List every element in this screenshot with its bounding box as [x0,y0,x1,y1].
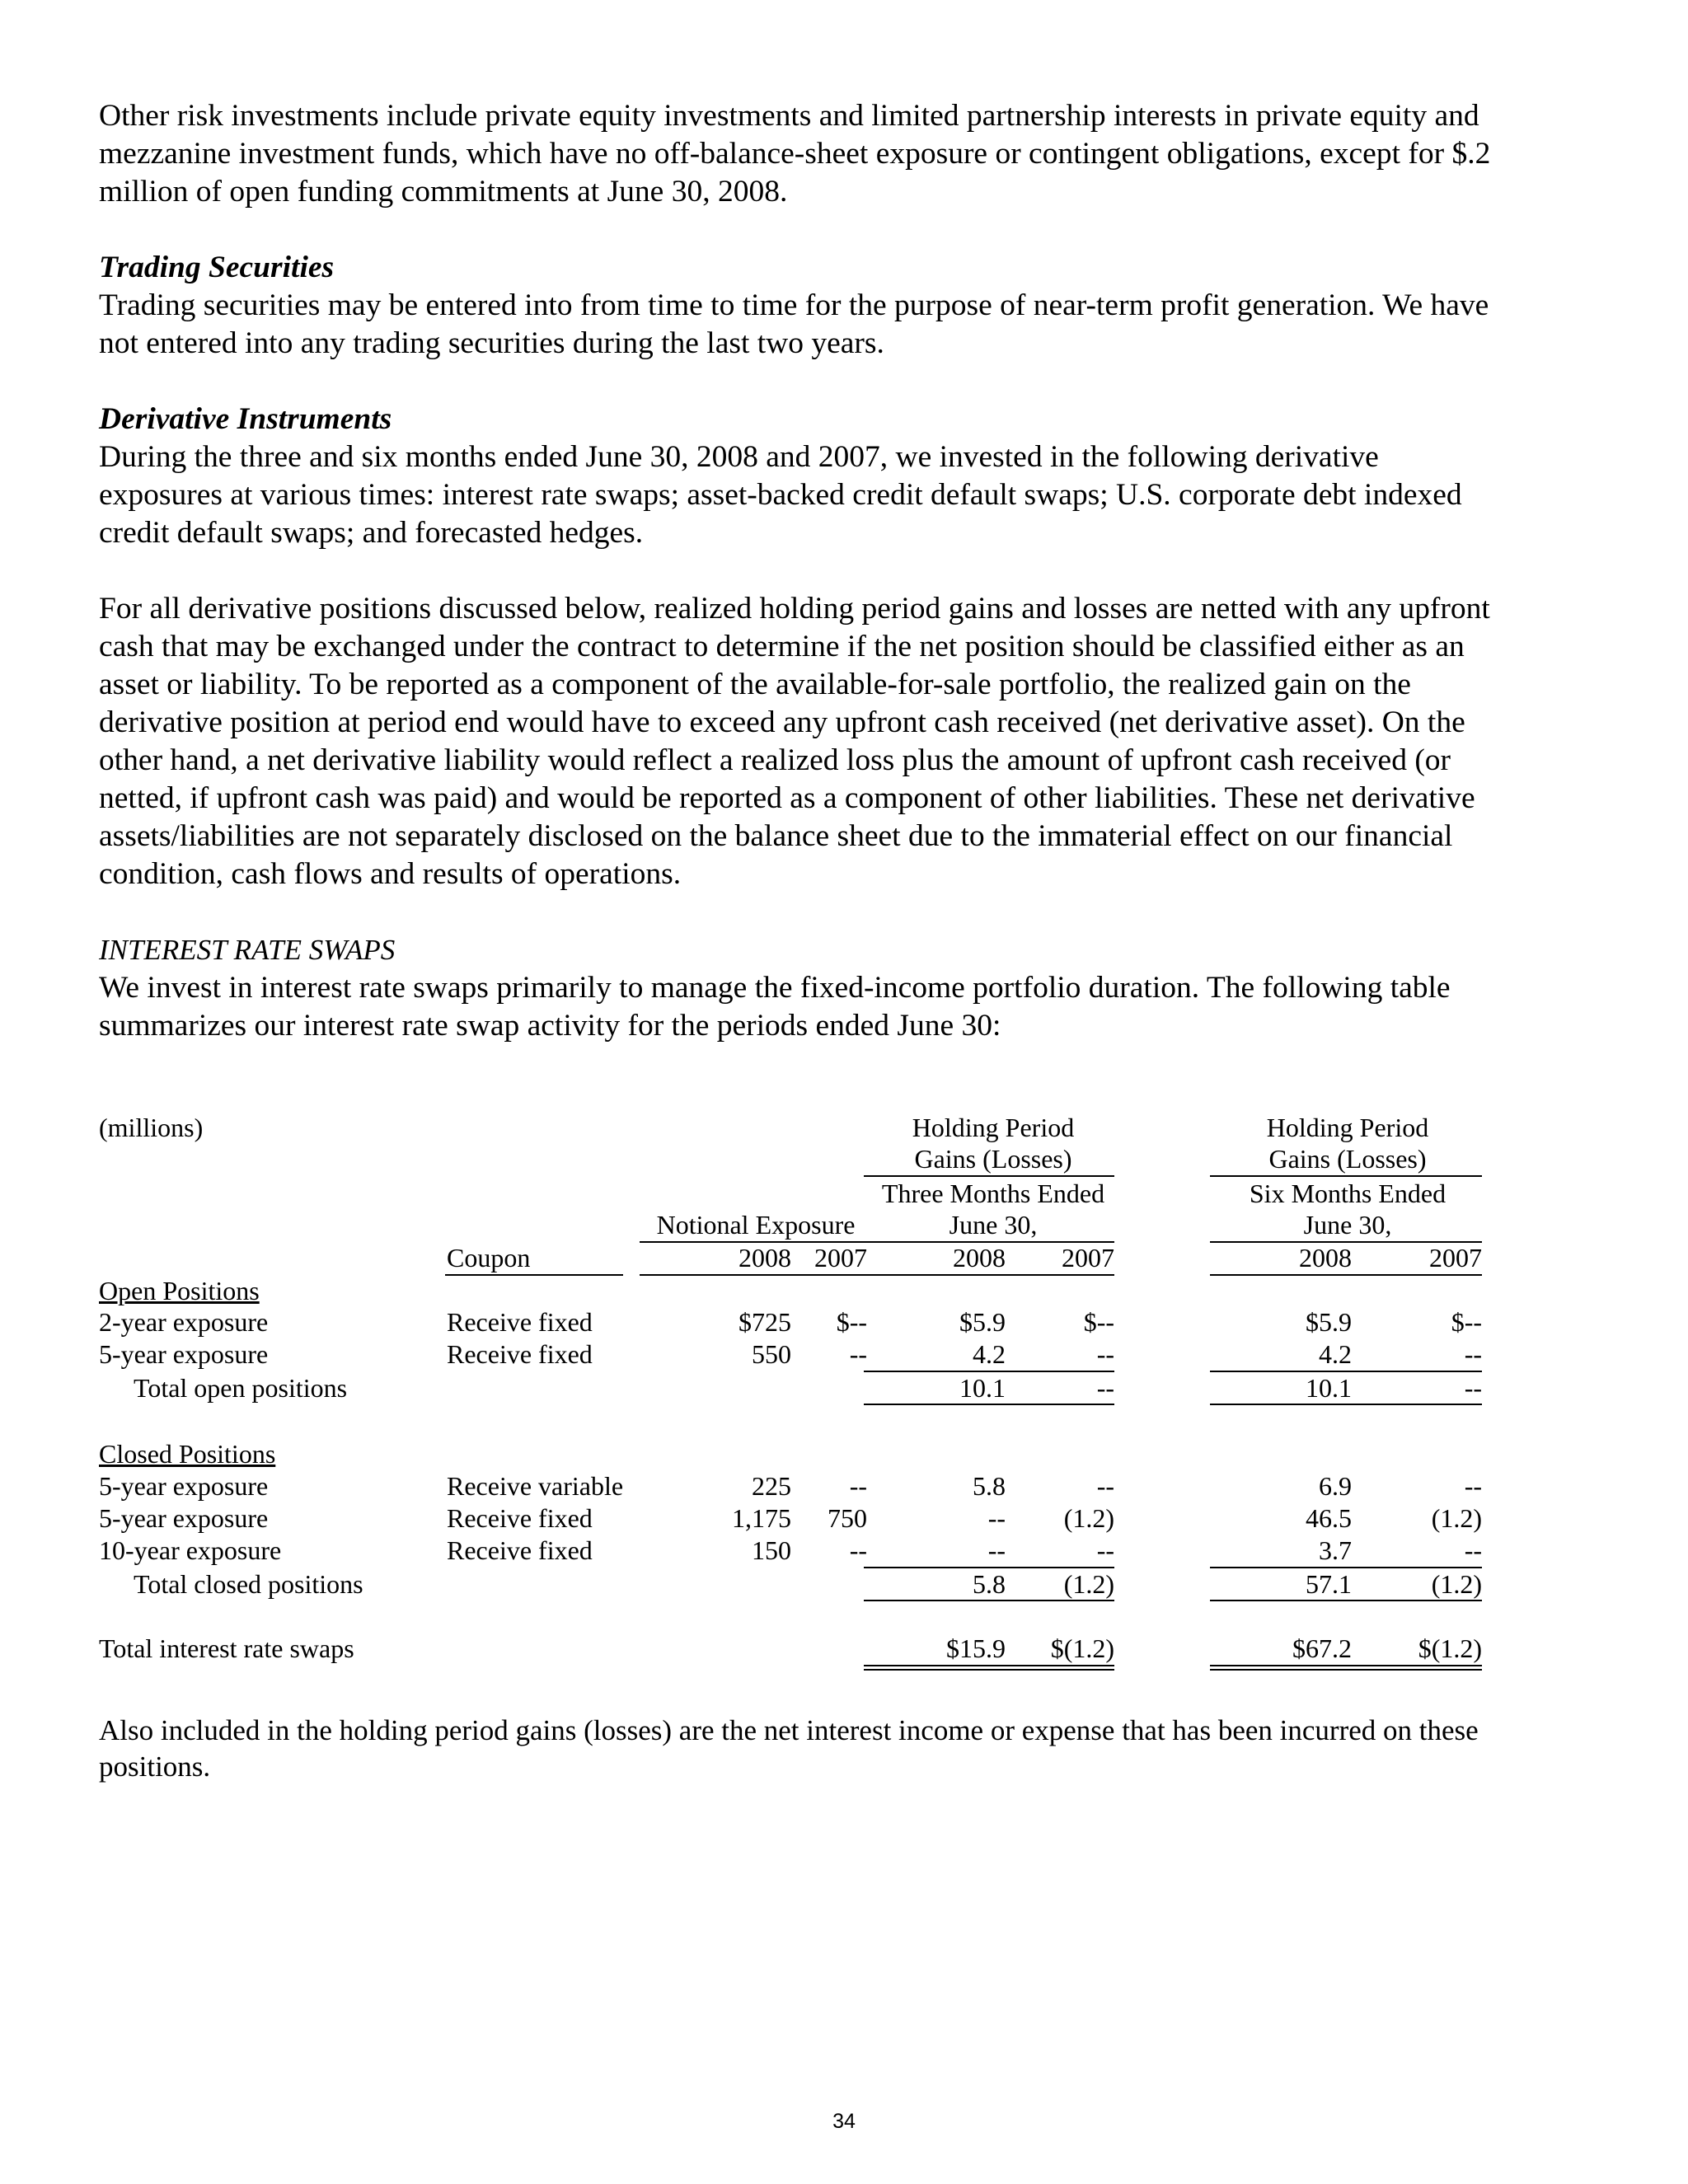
three-month-hp-label-2: Gains (Losses) [914,1144,1072,1174]
six-month-2008-header: 2008 [1299,1243,1352,1272]
row-notional-2007: -- [849,1471,867,1501]
row-label: Total closed positions [134,1569,363,1599]
row-label: Total interest rate swaps [99,1633,354,1663]
paragraph-derivative-exposures: During the three and six months ended June 30, 2008 and 2007, we invested in the following derivative exposures at various times: interest rate swaps; asset-backed credit default swaps; U.S. corporate debt indexed credit default swaps; and forecasted hedges. [99,440,1462,550]
six-month-hp-label-2: Gains (Losses) [1268,1144,1427,1174]
row-notional-2008: $725 [738,1307,791,1337]
row-notional-2007: -- [849,1339,867,1369]
row-three-month-2008: $5.9 [959,1307,1006,1337]
coupon-rule [445,1274,623,1276]
row-six-month-2007: $-- [1451,1307,1482,1337]
row-six-month-2008: 57.1 [1306,1569,1352,1599]
open-total-rule-3m [864,1404,1114,1405]
row-six-month-2007: (1.2) [1431,1569,1482,1599]
row-six-month-2007: $(1.2) [1418,1633,1482,1663]
grand-total-double-rule-6m [1210,1665,1482,1671]
row-notional-2007: 750 [828,1503,867,1533]
closed-total-rule-6m [1210,1600,1482,1601]
paragraph-trading-securities: Trading securities may be entered into from time to time for the purpose of near-term profit generation. We have not entered into any trading securities during the last two years. [99,288,1489,360]
row-six-month-2008: $5.9 [1306,1307,1352,1337]
row-six-month-2007: -- [1464,1373,1482,1403]
row-three-month-2008: -- [987,1535,1006,1565]
row-three-month-2008: 4.2 [973,1339,1006,1369]
row-coupon: Receive fixed [447,1503,593,1533]
notional-exposure-label: Notional Exposure [656,1210,856,1240]
row-label: 10-year exposure [99,1535,282,1565]
row-notional-2008: 225 [752,1471,791,1501]
three-month-2008-header: 2008 [953,1243,1006,1272]
three-month-june30-label: June 30, [949,1210,1038,1240]
document-body [99,97,1500,1045]
row-three-month-2007: (1.2) [1063,1569,1114,1599]
six-months-ended-label: Six Months Ended [1249,1179,1447,1208]
row-three-month-2008: -- [987,1503,1006,1533]
row-three-month-2007: -- [1096,1373,1114,1403]
row-three-month-2007: $-- [1083,1307,1114,1337]
closed-positions-title: Closed Positions [99,1439,276,1469]
heading-derivative-instruments: Derivative Instruments [99,402,392,436]
row-six-month-2007: -- [1464,1535,1482,1565]
page-number: 34 [832,2110,856,2133]
row-three-month-2008: 10.1 [959,1373,1006,1403]
row-three-month-2008: $15.9 [946,1633,1006,1663]
six-month-june30-label: June 30, [1303,1210,1392,1240]
row-six-month-2008: 46.5 [1306,1503,1352,1533]
row-coupon: Receive variable [447,1471,624,1501]
paragraph-other-risk: Other risk investments include private equity investments and limited partnership interests in private equity and mezzanine investment funds, which have no off-balance-sheet exposure or contingent obligations, except for $.2 million of open funding commitments at June 30, 2008. [99,99,1491,209]
six-month-hp-label-1: Holding Period [1266,1113,1429,1142]
row-three-month-2007: (1.2) [1063,1503,1114,1533]
row-three-month-2008: 5.8 [973,1569,1006,1599]
heading-trading-securities: Trading Securities [99,251,335,284]
row-six-month-2007: -- [1464,1339,1482,1369]
row-three-month-2007: -- [1096,1535,1114,1565]
grand-total-double-rule-3m [864,1665,1114,1671]
row-notional-2007: -- [849,1535,867,1565]
row-coupon: Receive fixed [447,1339,593,1369]
three-month-years-rule [864,1274,1114,1276]
three-month-2007-header: 2007 [1062,1243,1114,1272]
row-six-month-2008: 10.1 [1306,1373,1352,1403]
row-label: Total open positions [134,1373,348,1403]
row-notional-2008: 550 [752,1339,791,1369]
notional-2008-header: 2008 [738,1243,791,1272]
row-three-month-2007: -- [1096,1339,1114,1369]
row-notional-2008: 1,175 [732,1503,791,1533]
row-notional-2008: 150 [752,1535,791,1565]
three-month-hp-label-1: Holding Period [912,1113,1075,1142]
row-three-month-2007: -- [1096,1471,1114,1501]
six-month-years-rule [1210,1274,1482,1276]
row-six-month-2008: 6.9 [1319,1471,1352,1501]
six-month-2007-header: 2007 [1429,1243,1482,1272]
open-total-rule-6m [1210,1404,1482,1405]
paragraph-closing-note: Also included in the holding period gains (losses) are the net interest income or expense that has been incurred on these positions. [99,1714,1479,1783]
notional-years-rule [640,1274,867,1276]
closed-total-rule-3m [864,1600,1114,1601]
notional-2007-header: 2007 [814,1243,867,1272]
row-notional-2007: $-- [836,1307,867,1337]
row-six-month-2007: -- [1464,1471,1482,1501]
coupon-header: Coupon [447,1243,531,1272]
row-label: 2-year exposure [99,1307,269,1337]
open-positions-title: Open Positions [99,1276,260,1305]
row-label: 5-year exposure [99,1503,269,1533]
row-coupon: Receive fixed [447,1535,593,1565]
table-units: (millions) [99,1113,204,1142]
paragraph-swaps-intro: We invest in interest rate swaps primarily to manage the fixed-income portfolio duration. The following table summarizes our interest rate swap activity for the periods ended June 30: [99,971,1451,1043]
row-three-month-2007: $(1.2) [1050,1633,1114,1663]
row-six-month-2007: (1.2) [1431,1503,1482,1533]
row-three-month-2008: 5.8 [973,1471,1006,1501]
row-label: 5-year exposure [99,1471,269,1501]
row-six-month-2008: $67.2 [1292,1633,1352,1663]
row-coupon: Receive fixed [447,1307,593,1337]
paragraph-derivative-positions: For all derivative positions discussed below, realized holding period gains and losses are netted with any upfront cash that may be exchanged under the contract to determine if the net position should be classified either as an asset or liability. To be reported as a component of the available-for-sale portfolio, the realized gain on the derivative position at period end would have to exceed any upfront cash received (net derivative asset). On the other hand, a net derivative liability would reflect a realized loss plus the amount of upfront cash received (or netted, if upfront cash was paid) and would be reported as a component of other liabilities. These net derivative assets/liabilities are not separately disclosed on the balance sheet due to the immaterial effect on our financial condition, cash flows and results of operations. [99,592,1490,891]
heading-interest-rate-swaps: INTEREST RATE SWAPS [99,934,396,966]
row-six-month-2008: 3.7 [1319,1535,1352,1565]
three-months-ended-label: Three Months Ended [881,1179,1105,1208]
row-label: 5-year exposure [99,1339,269,1369]
row-six-month-2008: 4.2 [1319,1339,1352,1369]
